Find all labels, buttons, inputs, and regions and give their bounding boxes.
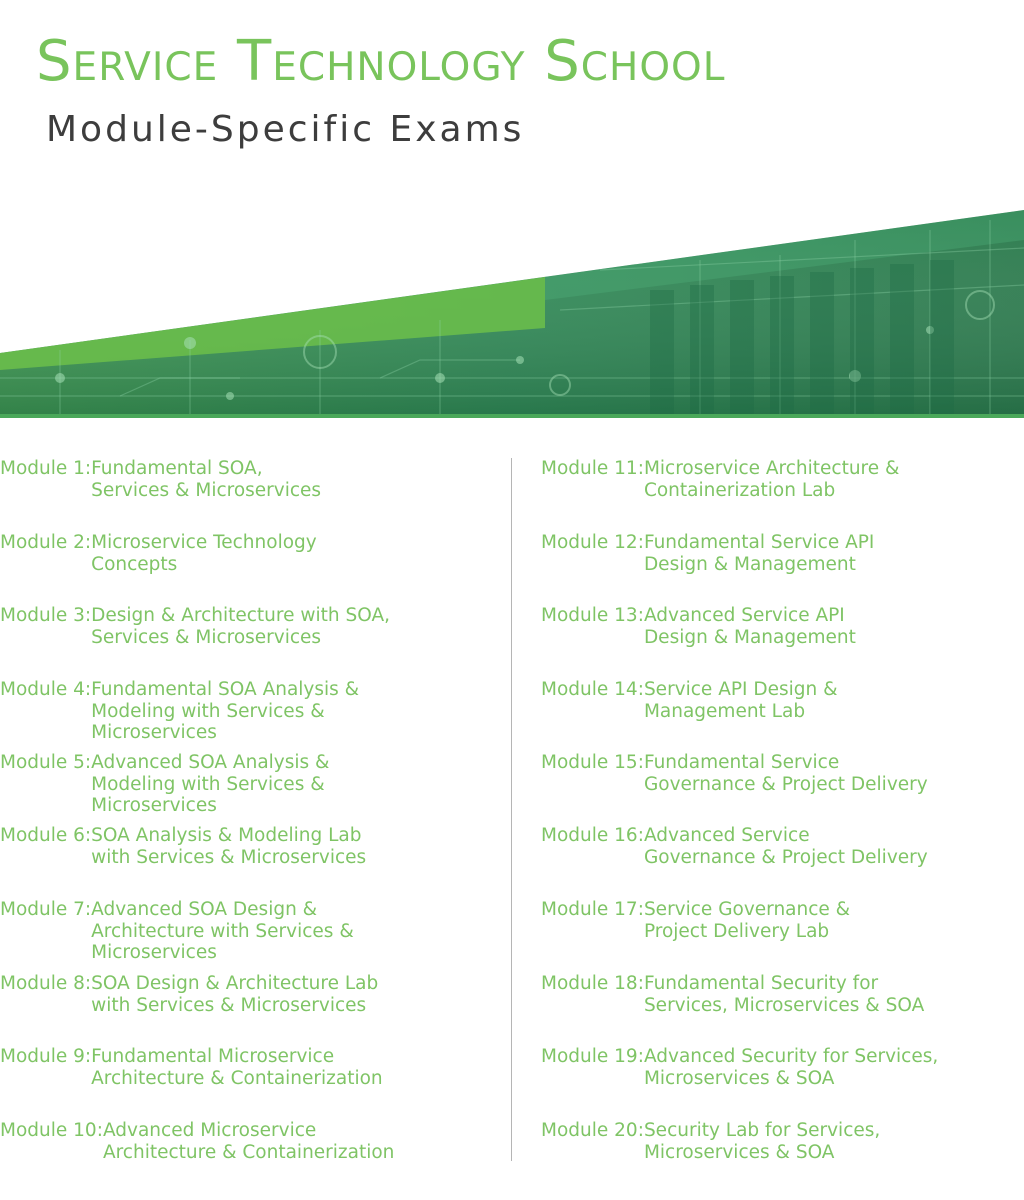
module-title-line: Advanced Service — [643, 825, 810, 846]
module-item — [0, 458, 321, 501]
module-number: Module 11: — [541, 458, 644, 479]
module-title-line: Microservice Technology — [91, 532, 317, 553]
module-item — [0, 1046, 383, 1089]
module-title-line: Design & Architecture with SOA, — [91, 605, 391, 626]
module-title-line: Advanced Security for Services, — [643, 1046, 939, 1067]
module-number: Module 4: — [0, 679, 92, 700]
module-title-line: Microservices — [91, 722, 217, 743]
module-number: Module 1: — [0, 458, 92, 479]
module-title-line: Fundamental Security for — [643, 973, 879, 994]
module-number: Module 15: — [541, 752, 644, 773]
module-title-line: Microservices — [91, 795, 217, 816]
column-divider — [511, 458, 512, 1161]
module-title-line: Modeling with Services & — [91, 773, 325, 795]
module-number: Module 7: — [0, 899, 92, 920]
module-number: Module 10: — [0, 1120, 103, 1141]
module-title-line: Microservices & SOA — [643, 1067, 835, 1089]
module-title-line: Architecture & Containerization — [102, 1141, 395, 1163]
module-item — [541, 752, 928, 795]
module-title-line: Fundamental Service API — [643, 532, 875, 553]
page-subtitle: Module-Specific Exams — [46, 109, 525, 150]
module-title-line: Containerization Lab — [643, 479, 836, 501]
module-title-line: Governance & Project Delivery — [643, 846, 928, 868]
module-title-line: Services & Microservices — [91, 479, 322, 501]
module-title-line: Microservice Architecture & — [643, 458, 900, 479]
module-title-line: Microservices & SOA — [643, 1141, 835, 1163]
module-item — [541, 1120, 880, 1163]
module-title-line: Management Lab — [643, 700, 806, 722]
module-item — [0, 752, 329, 817]
module-title-line: Service Governance & — [643, 899, 851, 920]
module-number: Module 19: — [541, 1046, 644, 1067]
module-item — [0, 679, 359, 744]
module-title-line: Advanced SOA Analysis & — [91, 752, 330, 773]
module-item — [0, 1120, 394, 1163]
page-title: Service Technology School — [36, 29, 726, 94]
module-title-line: Governance & Project Delivery — [643, 773, 928, 795]
module-number: Module 13: — [541, 605, 644, 626]
module-item — [541, 679, 838, 722]
module-title-line: Fundamental SOA, — [91, 458, 263, 479]
module-number: Module 16: — [541, 825, 644, 846]
module-number: Module 8: — [0, 973, 92, 994]
module-title-line: Services & Microservices — [91, 626, 322, 648]
module-title-line: Fundamental SOA Analysis & — [91, 679, 360, 700]
module-title-line: Architecture with Services & — [91, 920, 354, 942]
module-number: Module 20: — [541, 1120, 644, 1141]
module-title-line: Microservices — [91, 942, 217, 963]
module-number: Module 9: — [0, 1046, 92, 1067]
module-title-line: Advanced SOA Design & — [91, 899, 318, 920]
module-title-line: SOA Design & Architecture Lab — [91, 973, 379, 994]
module-title-line: Advanced Microservice — [102, 1120, 317, 1141]
module-item — [0, 899, 354, 964]
module-number: Module 5: — [0, 752, 92, 773]
module-title-line: Modeling with Services & — [91, 700, 325, 722]
module-number: Module 18: — [541, 973, 644, 994]
module-item — [541, 532, 874, 575]
module-number: Module 12: — [541, 532, 644, 553]
module-item — [0, 825, 366, 868]
module-title-line: Service API Design & — [643, 679, 838, 700]
module-item — [541, 899, 850, 942]
module-title-line: Concepts — [91, 553, 178, 575]
module-number: Module 3: — [0, 605, 92, 626]
module-title-line: Design & Management — [643, 626, 856, 648]
module-title-line: with Services & Microservices — [91, 846, 367, 868]
module-title-line: Fundamental Service — [643, 752, 840, 773]
module-number: Module 17: — [541, 899, 644, 920]
module-number: Module 14: — [541, 679, 644, 700]
module-item — [0, 605, 390, 648]
module-title-line: SOA Analysis & Modeling Lab — [91, 825, 362, 846]
module-item — [0, 973, 378, 1016]
module-item — [541, 973, 924, 1016]
module-number: Module 2: — [0, 532, 92, 553]
module-item — [0, 532, 317, 575]
module-item — [541, 605, 856, 648]
module-title-line: Architecture & Containerization — [91, 1067, 383, 1089]
module-title-line: Services, Microservices & SOA — [643, 994, 925, 1016]
module-title-line: Fundamental Microservice — [91, 1046, 335, 1067]
module-item — [541, 825, 928, 868]
module-number: Module 6: — [0, 825, 92, 846]
module-title-line: Design & Management — [643, 553, 856, 575]
module-title-line: Advanced Service API — [643, 605, 845, 626]
module-item — [541, 458, 899, 501]
circuit-banner-image — [0, 200, 1024, 425]
module-title-line: Project Delivery Lab — [643, 920, 830, 942]
module-title-line: with Services & Microservices — [91, 994, 367, 1016]
module-item — [541, 1046, 938, 1089]
module-title-line: Security Lab for Services, — [643, 1120, 881, 1141]
